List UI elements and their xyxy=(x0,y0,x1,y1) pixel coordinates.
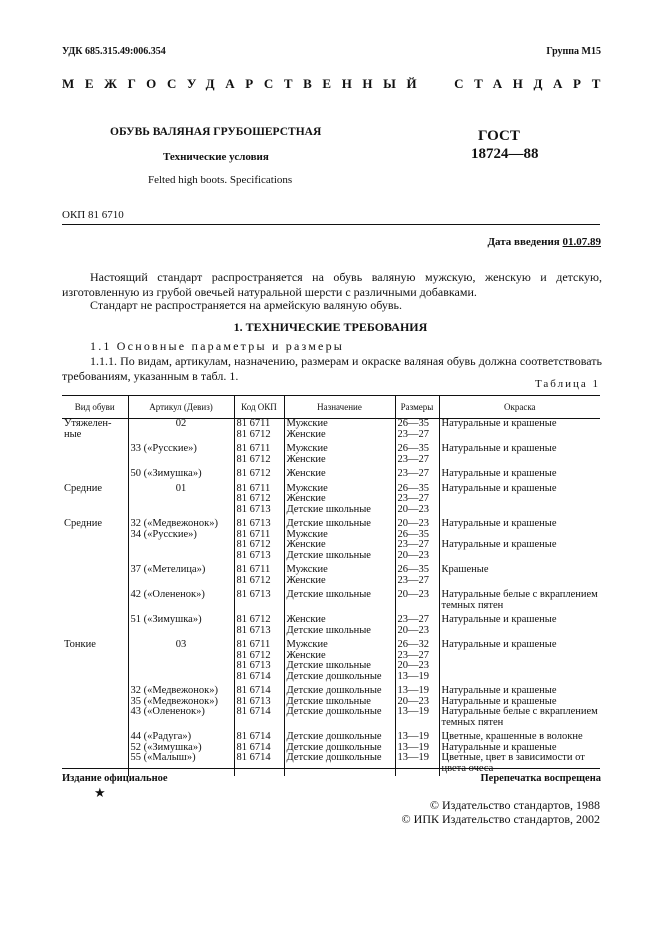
cell-color xyxy=(439,576,600,587)
cell-article: 37 («Метелица») xyxy=(128,561,234,576)
cell-article xyxy=(128,551,234,562)
cell-okp: 81 6712 xyxy=(234,576,284,587)
cell-sizes: 26—35 xyxy=(395,530,439,541)
cell-sizes: 23—27 xyxy=(395,611,439,626)
cell-okp: 81 6711 xyxy=(234,636,284,651)
cell-purpose: Детские школьные xyxy=(284,661,395,672)
cell-article: 03 xyxy=(128,636,234,651)
cell-type xyxy=(62,697,128,708)
cell-type xyxy=(62,561,128,576)
cell-purpose: Женские xyxy=(284,576,395,587)
paragraph-1-1-1: 1.1.1. По видам, артикулам, назначению, размерам и окраске валяная обувь должна соответствовать требованиям, указанным в табл. 1. xyxy=(62,354,602,383)
copyright-1988: © Издательство стандартов, 1988 xyxy=(429,798,600,812)
cell-purpose: Детские дошкольные xyxy=(284,672,395,683)
cell-article: 44 («Радуга») xyxy=(128,728,234,743)
table-body xyxy=(62,419,600,777)
cell-article xyxy=(128,576,234,587)
table-row xyxy=(62,465,600,480)
cell-article xyxy=(128,505,234,516)
cell-purpose: Детские школьные xyxy=(284,505,395,516)
cell-color xyxy=(439,672,600,683)
cell-purpose: Мужские xyxy=(284,419,395,430)
cell-type xyxy=(62,611,128,626)
cell-okp: 81 6712 xyxy=(234,611,284,626)
col-header-type: Вид обуви xyxy=(62,396,128,419)
udk-code: УДК 685.315.49:006.354 xyxy=(62,46,166,57)
cell-sizes: 13—19 xyxy=(395,743,439,754)
cell-okp: 81 6713 xyxy=(234,515,284,530)
col-header-color: Окраска xyxy=(439,396,600,419)
cell-color: Натуральные белые с вкраплением темных пятен xyxy=(439,586,600,611)
cell-purpose: Женские xyxy=(284,430,395,441)
cell-article xyxy=(128,626,234,637)
cell-color: Натуральные и крашеные xyxy=(439,697,600,708)
cell-article: 55 («Малыш») xyxy=(128,753,234,776)
cell-color: Натуральные и крашеные xyxy=(439,636,600,651)
cell-article xyxy=(128,672,234,683)
intro-date-label: Дата введения xyxy=(487,236,560,248)
table-row xyxy=(62,672,600,683)
cell-type: ные xyxy=(64,428,82,440)
cell-sizes: 20—23 xyxy=(395,515,439,530)
cell-color xyxy=(439,626,600,637)
cell-okp: 81 6714 xyxy=(234,743,284,754)
cell-color xyxy=(439,661,600,672)
cell-sizes: 20—23 xyxy=(395,505,439,516)
cell-okp: 81 6712 xyxy=(234,494,284,505)
cell-sizes: 23—27 xyxy=(395,465,439,480)
cell-purpose: Мужские xyxy=(284,530,395,541)
cell-color: Цветные, цвет в зависимости от цвета очеса xyxy=(439,753,600,776)
cell-article xyxy=(128,455,234,466)
gost-number: 18724—88 xyxy=(471,146,539,162)
table-row xyxy=(62,707,600,728)
cell-okp: 81 6714 xyxy=(234,672,284,683)
cell-sizes: 20—23 xyxy=(395,551,439,562)
table-row xyxy=(62,494,600,505)
cell-purpose: Детские дошкольные xyxy=(284,753,395,776)
cell-type xyxy=(62,743,128,754)
cell-color: Крашеные xyxy=(439,561,600,576)
cell-sizes: 13—19 xyxy=(395,753,439,776)
cell-type xyxy=(62,440,128,455)
col-header-article: Артикул (Девиз) xyxy=(128,396,234,419)
section-title: 1. ТЕХНИЧЕСКИЕ ТРЕБОВАНИЯ xyxy=(233,320,428,334)
cell-color: Натуральные и крашеные xyxy=(439,682,600,697)
cell-article xyxy=(128,494,234,505)
table-row xyxy=(62,419,600,430)
cell-color: Цветные, крашенные в волокне xyxy=(439,728,600,743)
cell-type xyxy=(62,551,128,562)
cell-color xyxy=(439,651,600,662)
table-row xyxy=(62,576,600,587)
cell-okp: 81 6711 xyxy=(234,480,284,495)
cell-type: Средние xyxy=(64,518,103,529)
cell-purpose: Мужские xyxy=(284,440,395,455)
cell-article: 33 («Русские») xyxy=(128,440,234,455)
cell-okp: 81 6711 xyxy=(234,440,284,455)
cell-sizes: 26—35 xyxy=(395,480,439,495)
cell-type xyxy=(62,672,128,683)
cell-okp: 81 6713 xyxy=(234,505,284,516)
cell-color: Натуральные и крашеные xyxy=(439,540,600,551)
cell-color xyxy=(439,505,600,516)
cell-type: Утяжелен- xyxy=(64,418,112,429)
cell-color: Натуральные и крашеные xyxy=(439,440,600,455)
cell-okp: 81 6711 xyxy=(234,530,284,541)
cell-sizes: 23—27 xyxy=(395,651,439,662)
cell-type xyxy=(62,465,128,480)
cell-okp: 81 6712 xyxy=(234,430,284,441)
table-row xyxy=(62,540,600,551)
cell-purpose: Мужские xyxy=(284,636,395,651)
cell-sizes: 20—23 xyxy=(395,586,439,611)
table-row xyxy=(62,551,600,562)
cell-okp: 81 6712 xyxy=(234,455,284,466)
cell-sizes: 23—27 xyxy=(395,540,439,551)
cell-type xyxy=(62,682,128,697)
cell-type xyxy=(62,586,128,611)
paragraph-exclusion: Стандарт не распространяется на армейскую валяную обувь. xyxy=(90,298,402,312)
cell-okp: 81 6714 xyxy=(234,707,284,728)
table-row xyxy=(62,480,600,495)
table-row xyxy=(62,455,600,466)
cell-color xyxy=(439,551,600,562)
col-header-sizes: Размеры xyxy=(395,396,439,419)
cell-article: 42 («Олененок») xyxy=(128,586,234,611)
cell-okp: 81 6714 xyxy=(234,682,284,697)
cell-sizes: 20—23 xyxy=(395,661,439,672)
footer-divider xyxy=(62,768,600,769)
table-row xyxy=(62,682,600,697)
cell-article: 35 («Медвежонок») xyxy=(128,697,234,708)
cell-color: Натуральные и крашеные xyxy=(439,465,600,480)
cell-type xyxy=(62,530,128,541)
okp-code: ОКП 81 6710 xyxy=(62,209,124,221)
cell-purpose: Женские xyxy=(284,455,395,466)
cell-color: Натуральные и крашеные xyxy=(439,480,600,495)
cell-article: 01 xyxy=(128,480,234,495)
gost-label: ГОСТ xyxy=(478,128,520,144)
cell-type xyxy=(62,651,128,662)
table-row xyxy=(62,515,600,530)
doc-title: ОБУВЬ ВАЛЯНАЯ ГРУБОШЕРСТНАЯ xyxy=(110,126,322,138)
cell-article: 34 («Русские») xyxy=(128,530,234,541)
cell-okp: 81 6714 xyxy=(234,728,284,743)
cell-purpose: Детские дошкольные xyxy=(284,707,395,728)
table-row xyxy=(62,505,600,516)
table-row xyxy=(62,430,600,441)
cell-okp: 81 6711 xyxy=(234,561,284,576)
cell-article: 32 («Медвежонок») xyxy=(128,682,234,697)
cell-sizes: 26—35 xyxy=(395,440,439,455)
cell-type xyxy=(62,540,128,551)
cell-type: Средние xyxy=(64,482,103,494)
cell-article xyxy=(128,661,234,672)
cell-sizes: 26—35 xyxy=(395,419,439,430)
doc-subtitle: Технические условия xyxy=(163,151,269,163)
copyright-2002: © ИПК Издательство стандартов, 2002 xyxy=(401,812,600,826)
cell-article: 43 («Олененок») xyxy=(128,707,234,728)
table-row xyxy=(62,586,600,611)
cell-purpose: Детские дошкольные xyxy=(284,743,395,754)
cell-color: Натуральные и крашеные xyxy=(439,419,600,430)
cell-okp: 81 6713 xyxy=(234,586,284,611)
cell-purpose: Детские дошкольные xyxy=(284,728,395,743)
cell-sizes: 23—27 xyxy=(395,494,439,505)
table-row xyxy=(62,636,600,651)
divider xyxy=(62,224,600,225)
cell-article xyxy=(128,651,234,662)
banner-left: МЕЖГОСУДАРСТВЕННЫЙ xyxy=(62,76,428,91)
col-header-okp: Код ОКП xyxy=(234,396,284,419)
cell-color: Натуральные и крашеные xyxy=(439,743,600,754)
cell-purpose: Детские школьные xyxy=(284,626,395,637)
cell-okp: 81 6712 xyxy=(234,465,284,480)
cell-sizes: 23—27 xyxy=(395,430,439,441)
cell-type xyxy=(62,494,128,505)
cell-type xyxy=(62,505,128,516)
cell-purpose: Женские xyxy=(284,611,395,626)
subsection-title: 1.1 Основные параметры и размеры xyxy=(90,339,345,353)
cell-purpose: Женские xyxy=(284,465,395,480)
cell-purpose: Детские школьные xyxy=(284,551,395,562)
reprint-prohibited: Перепечатка воспрещена xyxy=(480,773,601,784)
cell-type xyxy=(62,455,128,466)
cell-article: 02 xyxy=(128,419,234,430)
intro-date-value: 01.07.89 xyxy=(562,236,601,248)
cell-sizes: 20—23 xyxy=(395,626,439,637)
cell-purpose: Мужские xyxy=(284,561,395,576)
cell-type xyxy=(62,707,128,728)
cell-purpose: Детские школьные xyxy=(284,515,395,530)
cell-okp: 81 6713 xyxy=(234,697,284,708)
table-row xyxy=(62,440,600,455)
cell-okp: 81 6712 xyxy=(234,540,284,551)
table-header-row xyxy=(62,396,600,419)
cell-sizes: 26—32 xyxy=(395,636,439,651)
cell-color xyxy=(439,430,600,441)
cell-article: 50 («Зимушка») xyxy=(128,465,234,480)
col-header-purpose: Назначение xyxy=(284,396,395,419)
cell-type xyxy=(62,728,128,743)
cell-color: Натуральные и крашеные xyxy=(439,515,600,530)
cell-color xyxy=(439,455,600,466)
cell-purpose: Детские школьные xyxy=(284,697,395,708)
star-icon: ★ xyxy=(94,785,106,800)
cell-type xyxy=(62,661,128,672)
table-row xyxy=(62,728,600,743)
cell-purpose: Мужские xyxy=(284,480,395,495)
cell-okp: 81 6712 xyxy=(234,651,284,662)
cell-color xyxy=(439,494,600,505)
cell-color: Натуральные белые с вкраплением темных пятен xyxy=(439,707,600,728)
intro-date xyxy=(487,236,601,248)
cell-purpose: Детские дошкольные xyxy=(284,682,395,697)
table-row xyxy=(62,626,600,637)
cell-okp: 81 6713 xyxy=(234,626,284,637)
cell-type xyxy=(62,576,128,587)
cell-sizes: 20—23 xyxy=(395,697,439,708)
cell-sizes: 13—19 xyxy=(395,707,439,728)
cell-sizes: 26—35 xyxy=(395,561,439,576)
cell-article: 32 («Медвежонок») xyxy=(128,515,234,530)
cell-color: Натуральные и крашеные xyxy=(439,611,600,626)
cell-type: Тонкие xyxy=(64,639,96,650)
table-row xyxy=(62,561,600,576)
doc-english-title: Felted high boots. Specifications xyxy=(148,174,293,186)
table-label: Таблица 1 xyxy=(534,378,600,390)
cell-purpose: Женские xyxy=(284,540,395,551)
cell-article: 52 («Зимушка») xyxy=(128,743,234,754)
cell-type xyxy=(62,626,128,637)
cell-sizes: 13—19 xyxy=(395,672,439,683)
cell-purpose: Женские xyxy=(284,651,395,662)
table-row xyxy=(62,661,600,672)
paragraph-scope: Настоящий стандарт распространяется на обувь валяную мужскую, женскую и детскую, изготовленную из грубой овечьей натуральной шерсти с различными добавками. xyxy=(62,270,602,299)
cell-sizes: 13—19 xyxy=(395,682,439,697)
table-row xyxy=(62,611,600,626)
cell-okp: 81 6713 xyxy=(234,661,284,672)
table-1 xyxy=(62,395,600,776)
cell-article xyxy=(128,430,234,441)
banner-right: СТАНДАРТ xyxy=(454,76,611,91)
cell-okp: 81 6711 xyxy=(234,419,284,430)
official-edition: Издание официальное xyxy=(62,773,168,784)
cell-purpose: Женские xyxy=(284,494,395,505)
cell-article: 51 («Зимушка») xyxy=(128,611,234,626)
group-code: Группа М15 xyxy=(546,46,601,57)
cell-article xyxy=(128,540,234,551)
cell-sizes: 23—27 xyxy=(395,455,439,466)
cell-sizes: 23—27 xyxy=(395,576,439,587)
cell-okp: 81 6714 xyxy=(234,753,284,776)
cell-purpose: Детские школьные xyxy=(284,586,395,611)
cell-okp: 81 6713 xyxy=(234,551,284,562)
cell-sizes: 13—19 xyxy=(395,728,439,743)
